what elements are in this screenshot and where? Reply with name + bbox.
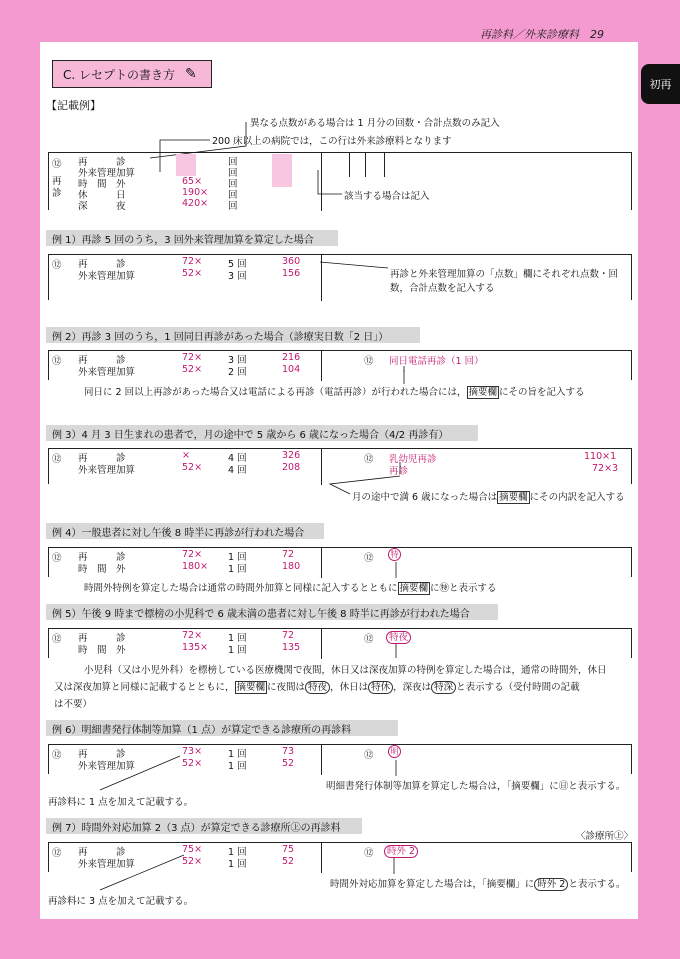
ex4-note: 時間外特例を算定した場合は通常の時間外加算と同様に記入するとともに 摘要欄 に㊕と表示する xyxy=(84,583,497,594)
ex7-row-total: 52 xyxy=(282,856,295,867)
ex7-code-right: ⑫ xyxy=(364,848,374,859)
ex7-mark: 時外 2 xyxy=(384,843,418,857)
ex7-tag: 〈診療所㊤〉 xyxy=(576,831,634,842)
main-row-name: 時 間 外 xyxy=(78,179,126,190)
ex7-row-name: 外来管理加算 xyxy=(78,859,136,870)
pink-highlight-box xyxy=(272,154,292,165)
ex3-row-total: 208 xyxy=(282,462,301,473)
ex6-row-total: 73 xyxy=(282,746,295,757)
main-row-points: 190× xyxy=(182,187,209,198)
ex4-row-name: 再 診 xyxy=(78,552,126,563)
ex6-row-count: 1 回 xyxy=(228,749,247,760)
ex5-note-3: は不要） xyxy=(54,699,93,710)
ex3-memo-2: 再診 xyxy=(389,466,409,477)
ex1-title: 例 1）再診 5 回のうち，3 回外来管理加算を算定した場合 xyxy=(46,230,338,246)
ex4-row-count: 1 回 xyxy=(228,564,247,575)
ex4-code-right: ⑫ xyxy=(364,553,374,564)
ex7-row-count: 1 回 xyxy=(228,859,247,870)
ex2-row-name: 外来管理加算 xyxy=(78,367,136,378)
pink-highlight-box xyxy=(176,165,196,176)
ex6-row-count: 1 回 xyxy=(228,761,247,772)
ex5-mark: 特夜 xyxy=(386,629,411,643)
ex6-row-total: 52 xyxy=(282,758,295,769)
ex7-row-count: 1 回 xyxy=(228,847,247,858)
ex4-row-name: 時 間 外 xyxy=(78,564,126,575)
main-row-count: 回 xyxy=(228,201,238,212)
ex5-row-name: 再 診 xyxy=(78,633,126,644)
ex2-row-count: 3 回 xyxy=(228,355,247,366)
ex5-row-count: 1 回 xyxy=(228,633,247,644)
ex3-code: ⑫ xyxy=(52,454,62,465)
ex3-memo-2-value: 72×3 xyxy=(592,463,619,474)
ex3-title: 例 3）4 月 3 日生まれの患者で，月の途中で 5 歳から 6 歳になった場合（4/2 再診有） xyxy=(46,425,478,441)
ex1-row-name: 再 診 xyxy=(78,259,126,270)
main-code: ⑫ xyxy=(52,159,62,170)
ex4-row-total: 72 xyxy=(282,549,295,560)
ex1-note-1: 再診と外来管理加算の「点数」欄にそれぞれ点数・回 xyxy=(390,269,619,280)
ex6-code: ⑫ xyxy=(52,750,62,761)
ex3-memo-1-value: 110×1 xyxy=(584,451,617,462)
ex2-row-name: 再 診 xyxy=(78,355,126,366)
ex4-code: ⑫ xyxy=(52,553,62,564)
ex2-row-points: 52× xyxy=(182,364,203,375)
ex3-memo-1: 乳幼児再診 xyxy=(389,454,437,465)
ex7-code: ⑫ xyxy=(52,848,62,859)
ex1-code: ⑫ xyxy=(52,260,62,271)
ex1-row-points: 52× xyxy=(182,268,203,279)
ex7-row-total: 75 xyxy=(282,844,295,855)
ex1-row-points: 72× xyxy=(182,256,203,267)
ex5-row-count: 1 回 xyxy=(228,645,247,656)
ex6-row-name: 再 診 xyxy=(78,749,126,760)
ex1-row-total: 360 xyxy=(282,256,301,267)
ex5-row-name: 時 間 外 xyxy=(78,645,126,656)
pink-highlight-box xyxy=(176,154,196,165)
ex3-row-points: × xyxy=(182,450,190,461)
ex6-code-right: ⑫ xyxy=(364,750,374,761)
ex6-row-points: 73× xyxy=(182,746,203,757)
ex7-row-points: 52× xyxy=(182,856,203,867)
ex5-row-points: 135× xyxy=(182,642,209,653)
section-title-text: C. レセプトの書き方 xyxy=(63,67,176,82)
ex6-mark: 明 xyxy=(388,745,401,758)
ex2-code-right: ⑫ xyxy=(364,356,374,367)
ex3-row-name: 再 診 xyxy=(78,453,126,464)
ex2-note: 同日に 2 回以上再診があった場合又は電話による再診（電話再診）が行われた場合には， 摘要欄 にその旨を記入する xyxy=(84,387,585,398)
side-tab[interactable]: 初再 xyxy=(641,64,680,104)
main-row-count: 回 xyxy=(228,168,238,179)
ex3-row-count: 4 回 xyxy=(228,453,247,464)
pink-highlight-box xyxy=(272,176,292,187)
ex4-title: 例 4）一般患者に対し午後 8 時半に再診が行われた場合 xyxy=(46,523,324,539)
ex3-code-right: ⑫ xyxy=(364,454,374,465)
ex1-row-total: 156 xyxy=(282,268,301,279)
ex2-row-total: 216 xyxy=(282,352,301,363)
ex7-note-left: 再診料に 3 点を加えて記載する。 xyxy=(48,896,194,907)
page-header: 再診料／外来診療料 29 xyxy=(480,28,604,41)
ex3-row-points: 52× xyxy=(182,462,203,473)
ex5-note-2: 又は深夜加算と同様に記載するとともに， 摘要欄 に夜間は 特夜 ，休日は 特休 ，深夜は 特深 と表示する（受付時間の記載 xyxy=(54,682,580,693)
ex1-note-2: 数，合計点数を記入する xyxy=(390,283,495,294)
main-row-points: 420× xyxy=(182,198,209,209)
ex2-memo: 同日電話再診（1 回） xyxy=(389,356,484,367)
ex6-title: 例 6）明細書発行体制等加算（1 点）が算定できる診療所の再診料 xyxy=(46,720,398,736)
main-row-count: 回 xyxy=(228,179,238,190)
ex5-row-total: 72 xyxy=(282,630,295,641)
ex3-note: 月の途中で満 6 歳になった場合は 摘要欄 にその内訳を記入する xyxy=(352,492,625,503)
ex7-row-points: 75× xyxy=(182,844,203,855)
ex2-row-points: 72× xyxy=(182,352,203,363)
ex3-row-name: 外来管理加算 xyxy=(78,465,136,476)
ex1-row-count: 3 回 xyxy=(228,271,247,282)
ex2-row-count: 2 回 xyxy=(228,367,247,378)
ex6-row-points: 52× xyxy=(182,758,203,769)
ex2-code: ⑫ xyxy=(52,356,62,367)
ex4-row-total: 180 xyxy=(282,561,301,572)
ex6-note-right: 明細書発行体制等加算を算定した場合は，「摘要欄」に㊐と表示する。 xyxy=(326,781,626,792)
ex5-row-total: 135 xyxy=(282,642,301,653)
ex4-row-points: 180× xyxy=(182,561,209,572)
main-row-count: 回 xyxy=(228,157,238,168)
ex5-code-right: ⑫ xyxy=(364,634,374,645)
ex5-title: 例 5）午後 9 時まで標榜の小児科で 6 歳未満の患者に対し午後 8 時半に再診が行われた場合 xyxy=(46,604,498,620)
main-row-name: 外来管理加算 xyxy=(78,168,136,179)
ex5-row-points: 72× xyxy=(182,630,203,641)
annotation-1: 異なる点数がある場合は 1 月分の回数・合計点数のみ記入 xyxy=(250,118,500,129)
ex6-row-name: 外来管理加算 xyxy=(78,761,136,772)
pink-highlight-box xyxy=(272,165,292,176)
ex5-code: ⑫ xyxy=(52,634,62,645)
ex7-row-name: 再 診 xyxy=(78,847,126,858)
ex6-note-left: 再診料に 1 点を加えて記載する。 xyxy=(48,797,194,808)
ex4-row-count: 1 回 xyxy=(228,552,247,563)
main-row-name: 休 日 xyxy=(78,190,126,201)
ex2-row-total: 104 xyxy=(282,364,301,375)
annotation-2: 200 床以上の病院では，この行は外来診療料となります xyxy=(212,136,452,147)
ex3-row-count: 4 回 xyxy=(228,465,247,476)
main-row-name: 深 夜 xyxy=(78,201,126,212)
ex4-mark: 特 xyxy=(388,548,401,561)
ex2-title: 例 2）再診 3 回のうち，1 回同日再診があった場合（診療実日数「2 日」） xyxy=(46,327,420,343)
example-label: 【記載例】 xyxy=(46,99,101,112)
ex4-row-points: 72× xyxy=(182,549,203,560)
ex1-row-count: 5 回 xyxy=(228,259,247,270)
main-row-count: 回 xyxy=(228,190,238,201)
pen-icon: ✎ xyxy=(185,66,197,82)
ex1-row-name: 外来管理加算 xyxy=(78,271,136,282)
ex5-note-1: 小児科（又は小児外科）を標榜している医療機関で夜間，休日又は深夜加算の特例を算定した場合は，通常の時間外，休日 xyxy=(84,665,607,676)
main-row-name: 再 診 xyxy=(78,157,126,168)
main-row-points: 65× xyxy=(182,176,203,187)
main-side-label: 再診 xyxy=(52,176,62,199)
annotation-3: 該当する場合は記入 xyxy=(344,191,430,202)
ex7-note-right: 時間外対応加算を算定した場合は，「摘要欄」に 時外 2 と表示する。 xyxy=(330,879,626,890)
ex7-title: 例 7）時間外対応加算 2（3 点）が算定できる診療所㊤の再診料 xyxy=(46,818,362,834)
ex3-row-total: 326 xyxy=(282,450,301,461)
